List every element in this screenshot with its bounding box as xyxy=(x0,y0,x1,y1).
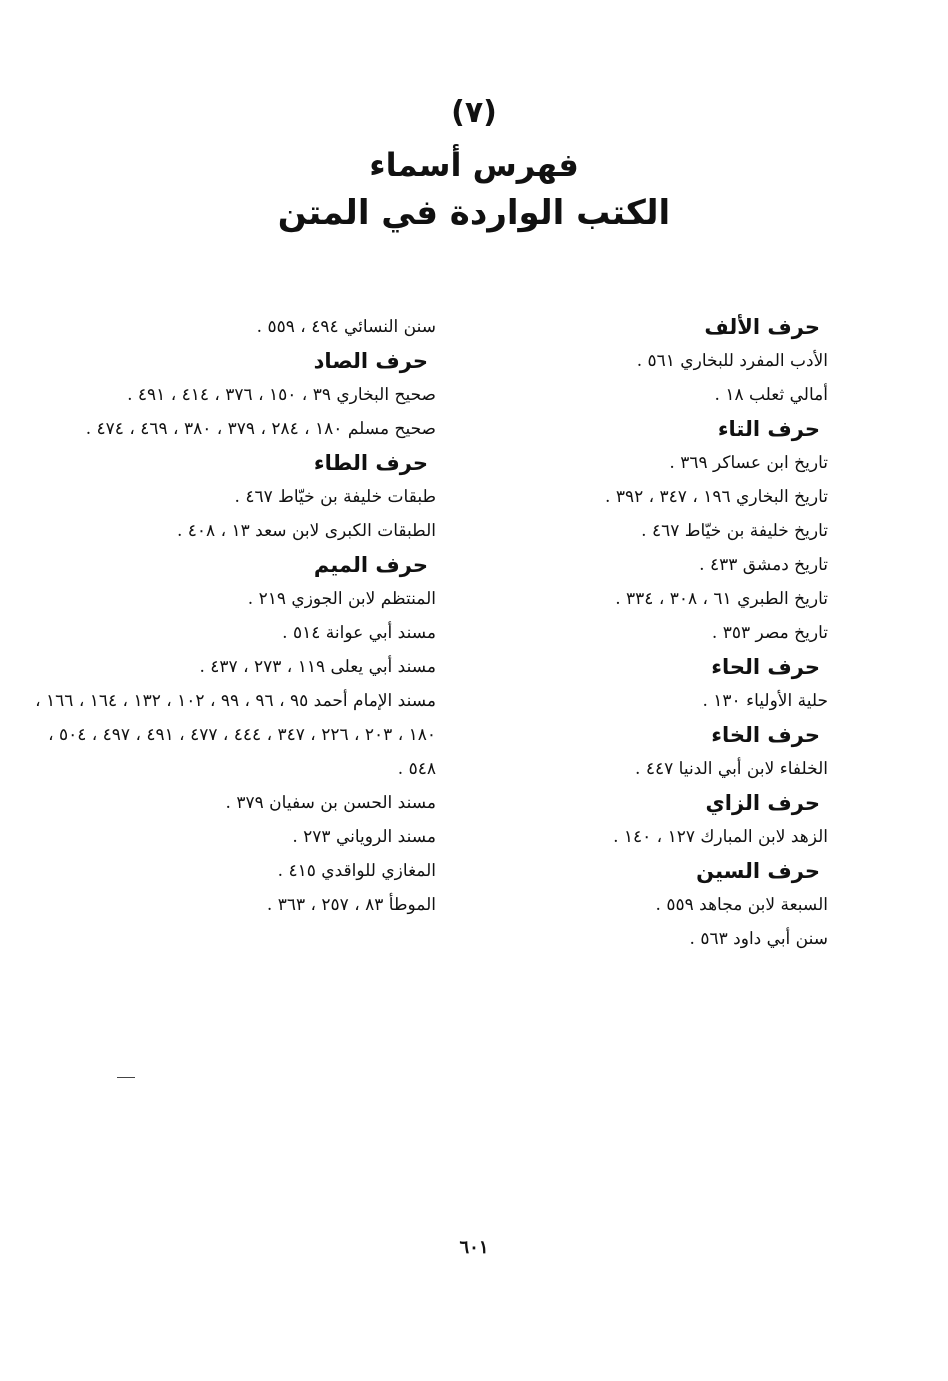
index-entry: الزهد لابن المبارك ١٢٧ ، ١٤٠ . xyxy=(613,827,828,847)
index-entry: حلية الأولياء ١٣٠ . xyxy=(702,691,828,711)
section-title: حرف الخاء xyxy=(711,723,820,747)
index-entry: مسند الإمام أحمد ٩٥ ، ٩٦ ، ٩٩ ، ١٠٢ ، ١٣٢ ، ١٦٤ ، ١٦٦ ، ١٨٠ ، ٢٠٣ ، ٢٢٦ ، ٣٤٧ ، ٤٤٤ ، ٤٧٧ ، ٤٩١ ، ٤٩٧ ، ٥٠٤ ، ٥٤٨ . xyxy=(35,691,436,779)
section-title: حرف الميم xyxy=(313,553,428,577)
section-sin xyxy=(508,854,828,956)
left-column xyxy=(16,310,436,922)
section-title: حرف الصاد xyxy=(313,349,428,373)
index-entry: مسند أبي يعلى ١١٩ ، ٢٧٣ ، ٤٣٧ . xyxy=(199,657,436,677)
index-entry: صحيح البخاري ٣٩ ، ١٥٠ ، ٣٧٦ ، ٤١٤ ، ٤٩١ . xyxy=(127,385,436,405)
index-entry: تاريخ خليفة بن خيّاط ٤٦٧ . xyxy=(641,521,828,541)
column-end-mark xyxy=(117,1077,135,1078)
index-entry: تاريخ البخاري ١٩٦ ، ٣٤٧ ، ٣٩٢ . xyxy=(605,487,828,507)
section-zay xyxy=(508,786,828,854)
section-alif xyxy=(508,310,828,412)
right-column xyxy=(508,310,828,956)
section-mim xyxy=(16,548,436,922)
index-entry: طبقات خليفة بن خيّاط ٤٦٧ . xyxy=(234,487,436,507)
section-title: حرف السين xyxy=(696,859,820,883)
index-entry: مسند أبي عوانة ٥١٤ . xyxy=(282,623,436,643)
index-title-line-2: الكتب الواردة في المتن xyxy=(277,193,671,233)
section-sin-continued xyxy=(16,310,436,344)
section-sad xyxy=(16,344,436,446)
page-number: ٦٠١ xyxy=(459,1237,489,1258)
section-ha xyxy=(508,650,828,718)
index-entry: الخلفاء لابن أبي الدنيا ٤٤٧ . xyxy=(635,759,828,779)
index-entry: تاريخ مصر ٣٥٣ . xyxy=(711,623,828,643)
section-title: حرف التاء xyxy=(717,417,820,441)
index-entry: سنن النسائي ٤٩٤ ، ٥٥٩ . xyxy=(256,317,436,337)
index-number: (٧) xyxy=(451,95,497,130)
index-entry: أمالي ثعلب ١٨ . xyxy=(714,385,828,405)
index-entry: السبعة لابن مجاهد ٥٥٩ . xyxy=(655,895,828,915)
index-entry: تاريخ الطبري ٦١ ، ٣٠٨ ، ٣٣٤ . xyxy=(615,589,828,609)
index-entry: المغازي للواقدي ٤١٥ . xyxy=(277,861,436,881)
section-title: حرف الألف xyxy=(704,315,820,339)
section-kha xyxy=(508,718,828,786)
section-ta xyxy=(508,412,828,650)
index-entry: صحيح مسلم ١٨٠ ، ٢٨٤ ، ٣٧٩ ، ٣٨٠ ، ٤٦٩ ، ٤٧٤ . xyxy=(85,419,436,439)
index-entry: الأدب المفرد للبخاري ٥٦١ . xyxy=(636,351,828,371)
index-entry: مسند الحسن بن سفيان ٣٧٩ . xyxy=(225,793,436,813)
section-title: حرف الطاء xyxy=(313,451,428,475)
index-title-line-1: فهرس أسماء xyxy=(369,146,579,184)
index-entry: سنن أبي داود ٥٦٣ . xyxy=(689,929,828,949)
index-entry: الطبقات الكبرى لابن سعد ١٣ ، ٤٠٨ . xyxy=(176,521,436,541)
index-entry: تاريخ دمشق ٤٣٣ . xyxy=(699,555,828,575)
section-tta xyxy=(16,446,436,548)
index-entry: الموطأ ٨٣ ، ٢٥٧ ، ٣٦٣ . xyxy=(266,895,436,915)
section-title: حرف الزاي xyxy=(705,791,820,815)
section-title: حرف الحاء xyxy=(711,655,820,679)
index-entry: المنتظم لابن الجوزي ٢١٩ . xyxy=(247,589,436,609)
index-entry: مسند الروياني ٢٧٣ . xyxy=(292,827,436,847)
index-entry: تاريخ ابن عساكر ٣٦٩ . xyxy=(669,453,828,473)
